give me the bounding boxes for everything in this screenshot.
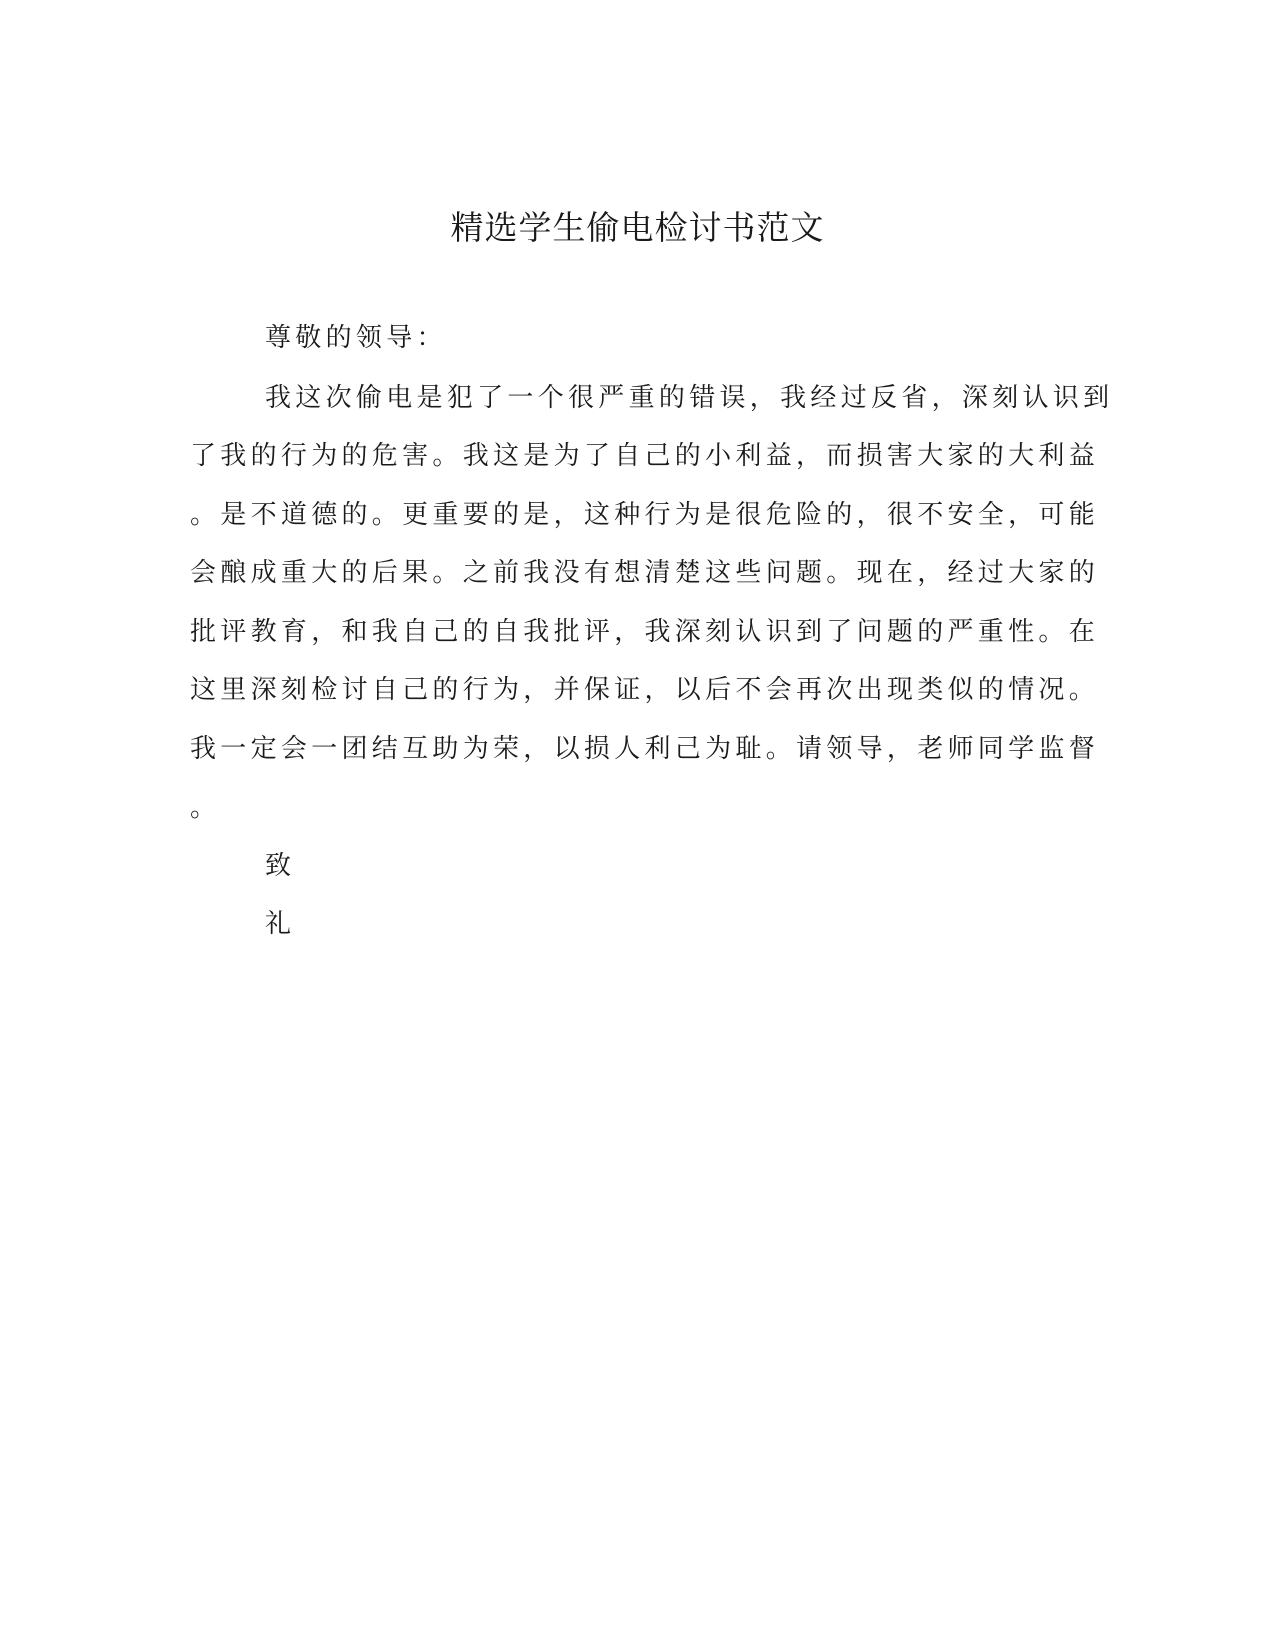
body-line: 我这次偷电是犯了一个很严重的错误，我经过反省，深刻认识到 bbox=[265, 383, 1114, 413]
body-line: 了我的行为的危害。我这是为了自己的小利益，而损害大家的大利益 bbox=[190, 441, 1100, 471]
closing-regards: 礼 bbox=[265, 909, 296, 939]
body-line: 批评教育，和我自己的自我批评，我深刻认识到了问题的严重性。在 bbox=[190, 617, 1100, 647]
body-line: 。是不道德的。更重要的是，这种行为是很危险的，很不安全，可能 bbox=[190, 500, 1100, 530]
closing-to: 致 bbox=[265, 851, 296, 881]
body-line: 我一定会一团结互助为荣，以损人利己为耻。请领导，老师同学监督 bbox=[190, 734, 1100, 764]
document-title: 精选学生偷电检讨书范文 bbox=[450, 208, 825, 247]
body-line: 。 bbox=[190, 793, 221, 823]
body-line: 会酿成重大的后果。之前我没有想清楚这些问题。现在，经过大家的 bbox=[190, 558, 1100, 588]
salutation: 尊敬的领导： bbox=[265, 323, 447, 353]
body-line: 这里深刻检讨自己的行为，并保证，以后不会再次出现类似的情况。 bbox=[190, 675, 1100, 705]
